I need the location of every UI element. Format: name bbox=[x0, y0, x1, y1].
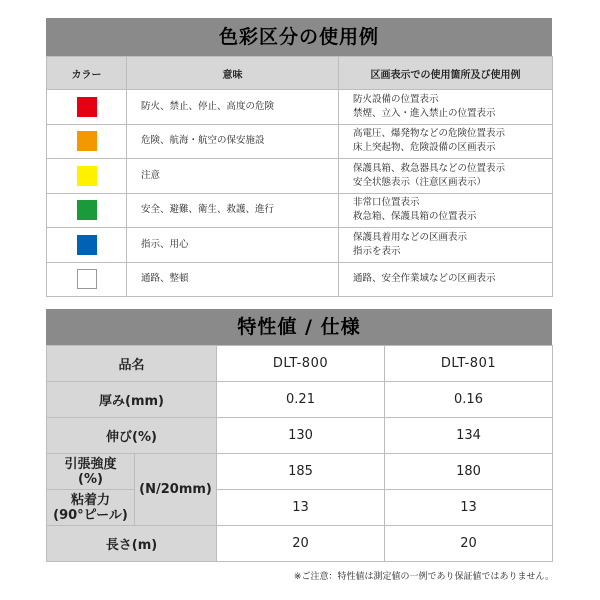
meaning-cell: 通路、整頓 bbox=[127, 262, 339, 297]
meaning-cell: 危険、航海・航空の保安施設 bbox=[127, 124, 339, 159]
model-dlt-801: DLT-801 bbox=[385, 346, 553, 382]
tensile-label: 引張強度 (%) bbox=[47, 454, 135, 490]
table-row bbox=[47, 90, 553, 125]
thickness-value: 0.21 bbox=[217, 382, 385, 418]
adhesion-label: 粘着力 (90°ピール) bbox=[47, 490, 135, 526]
meaning-cell: 指示、用心 bbox=[127, 228, 339, 263]
meaning-cell: 注意 bbox=[127, 159, 339, 194]
length-label: 長さ(m) bbox=[47, 526, 217, 562]
elongation-value: 130 bbox=[217, 418, 385, 454]
color-table-title: 色彩区分の使用例 bbox=[46, 18, 552, 56]
usage-cell: 非常口位置表示 救急箱、保護具箱の位置表示 bbox=[339, 193, 553, 228]
header-usage: 区画表示での使用箇所及び使用例 bbox=[339, 57, 553, 90]
elongation-value: 134 bbox=[385, 418, 553, 454]
yellow-swatch bbox=[77, 166, 97, 186]
product-label: 品名 bbox=[47, 346, 217, 382]
thickness-value: 0.16 bbox=[385, 382, 553, 418]
elongation-label: 伸び(%) bbox=[47, 418, 217, 454]
spec-table-grid bbox=[46, 345, 553, 562]
white-swatch bbox=[77, 269, 97, 289]
usage-cell: 通路、安全作業域などの区画表示 bbox=[339, 262, 553, 297]
table-row bbox=[47, 382, 553, 418]
blue-swatch bbox=[77, 235, 97, 255]
tensile-value: 180 bbox=[385, 454, 553, 490]
red-swatch bbox=[77, 97, 97, 117]
table-row bbox=[47, 526, 553, 562]
table-row bbox=[47, 418, 553, 454]
table-row bbox=[47, 490, 553, 526]
length-value: 20 bbox=[385, 526, 553, 562]
meaning-cell: 安全、避難、衛生、救護、進行 bbox=[127, 193, 339, 228]
product-row bbox=[47, 346, 553, 382]
adhesion-value: 13 bbox=[385, 490, 553, 526]
model-dlt-800: DLT-800 bbox=[217, 346, 385, 382]
disclaimer-note: ※ご注意：特性値は測定値の一例であり保証値ではありません。 bbox=[293, 572, 554, 582]
adhesion-value: 13 bbox=[217, 490, 385, 526]
header-color: カラー bbox=[47, 57, 127, 90]
table-row bbox=[47, 454, 553, 490]
color-usage-table bbox=[46, 18, 552, 297]
tensile-value: 185 bbox=[217, 454, 385, 490]
spec-table bbox=[46, 309, 552, 562]
color-table-grid bbox=[46, 56, 553, 297]
green-swatch bbox=[77, 200, 97, 220]
usage-cell: 保護具箱、救急器具などの位置表示 安全状態表示（注意区画表示） bbox=[339, 159, 553, 194]
usage-cell: 防火設備の位置表示 禁煙、立入・進入禁止の位置表示 bbox=[339, 90, 553, 125]
spec-table-title: 特性値 / 仕様 bbox=[46, 309, 552, 345]
table-row bbox=[47, 262, 553, 297]
header-meaning: 意味 bbox=[127, 57, 339, 90]
usage-cell: 高電圧、爆発物などの危険位置表示 床上突起物、危険設備の区画表示 bbox=[339, 124, 553, 159]
meaning-cell: 防火、禁止、停止、高度の危険 bbox=[127, 90, 339, 125]
table-row bbox=[47, 228, 553, 263]
unit-label: (N/20mm) bbox=[135, 454, 217, 526]
color-table-header-row bbox=[47, 57, 553, 90]
orange-swatch bbox=[77, 131, 97, 151]
table-row bbox=[47, 159, 553, 194]
table-row bbox=[47, 193, 553, 228]
length-value: 20 bbox=[217, 526, 385, 562]
table-row bbox=[47, 124, 553, 159]
usage-cell: 保護具着用などの区画表示 指示を表示 bbox=[339, 228, 553, 263]
thickness-label: 厚み(mm) bbox=[47, 382, 217, 418]
